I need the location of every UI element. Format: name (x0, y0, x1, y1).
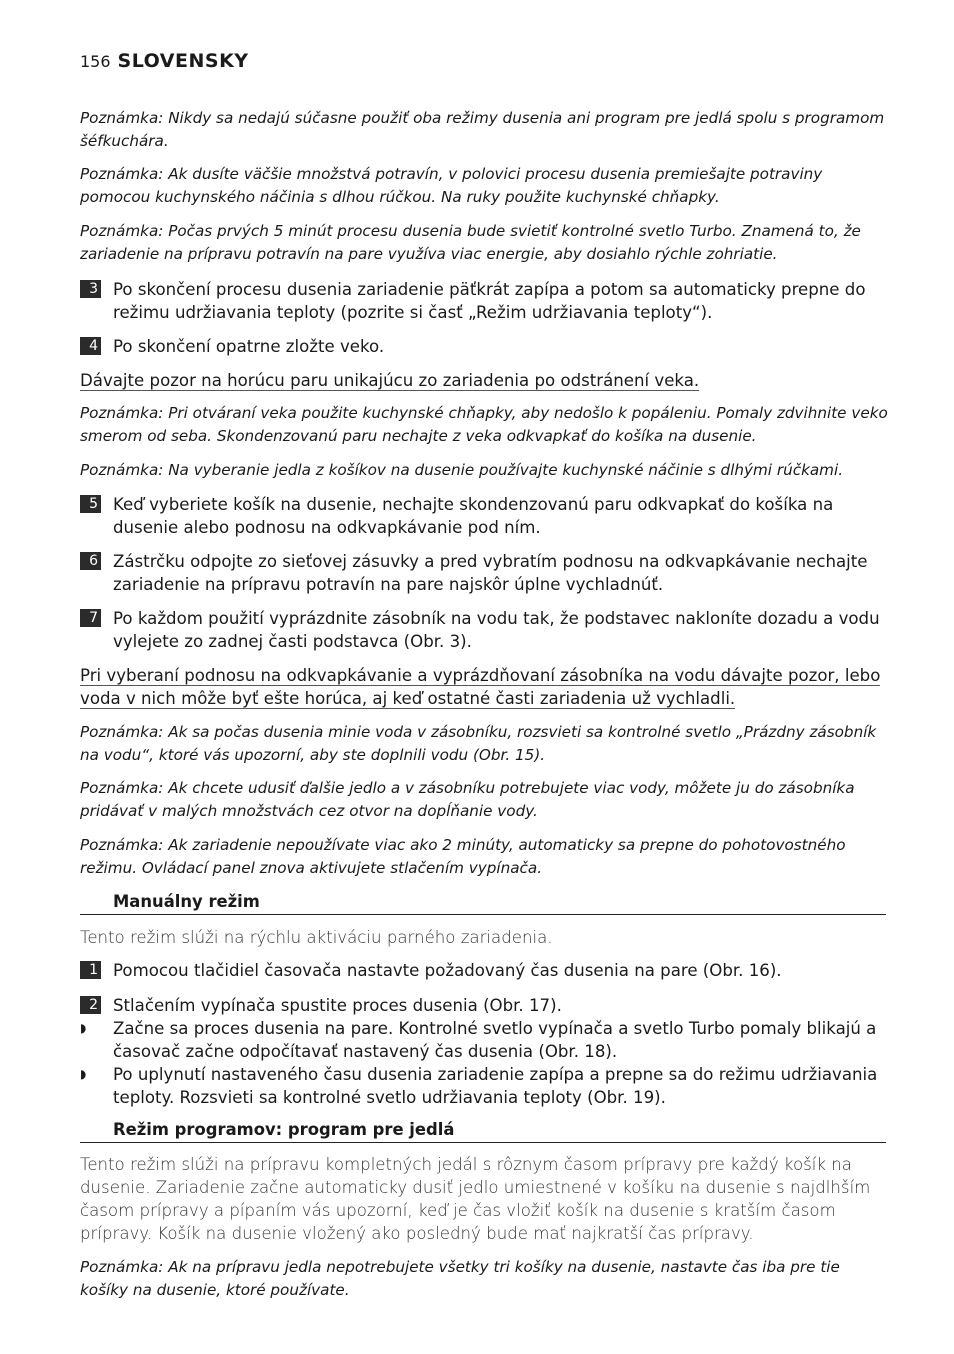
section-intro: Tento režim slúži na rýchlu aktiváciu parného zariadenia. (80, 928, 553, 947)
step-number: 4 (80, 337, 101, 355)
warning-text (80, 664, 880, 687)
page-number: 156 (80, 52, 111, 71)
note-paragraph: Poznámka: Počas prvých 5 minút procesu dusenia bude svietiť kontrolné svetlo Turbo. Znamená to, že zariadenie na prípravu potravín na pare využíva viac energie, aby dosiahlo rýchle zohriatie. (80, 222, 861, 263)
language-title: SLOVENSKY (117, 50, 249, 72)
step-number: 6 (80, 552, 101, 570)
step-text: Po skončení opatrne zložte veko. (113, 337, 385, 356)
step-text: Po skončení procesu dusenia zariadenie päťkrát zapípa a potom sa automaticky prepne do režimu udržiavania teploty (pozrite si časť „Režim udržiavania teploty“). (113, 280, 866, 322)
section-heading: Režim programov: program pre jedlá (80, 1119, 886, 1143)
note-paragraph: Poznámka: Ak chcete udusiť ďalšie jedlo a v zásobníku potrebujete viac vody, môžete ju do zásobníka pridávať v malých množstvách cez otvor na dopĺňanie vody. (80, 779, 855, 820)
step-text: Stlačením vypínača spustite proces dusenia (Obr. 17). (113, 996, 562, 1015)
section-intro: Tento režim slúži na prípravu kompletných jedál s rôznym časom prípravy pre každý košík na dusenie. Zariadenie začne automaticky dusiť jedlo umiestnené v košíku na dusenie s najdlhším časom prípravy a pípaním vás upozorní, keď je čas vložiť košík na dusenie s kratším časom prípravy. Košík na dusenie vložený ako posledný bude mať najkratší čas prípravy. (80, 1155, 871, 1243)
bullet-arrow-icon: ◗ (80, 1067, 87, 1081)
note-paragraph: Poznámka: Nikdy sa nedajú súčasne použiť oba režimy dusenia ani program pre jedlá spolu s programom šéfkuchára. (80, 109, 885, 150)
bullet-arrow-icon: ◗ (80, 1021, 87, 1035)
note-paragraph: Poznámka: Na vyberanie jedla z košíkov na dusenie používajte kuchynské náčinie s dlhými rúčkami. (80, 461, 844, 479)
bullet-text: Začne sa proces dusenia na pare. Kontrolné svetlo vypínača a svetlo Turbo pomaly blikajú a časovač začne odpočítavať nastavený čas dusenia (Obr. 18). (113, 1019, 877, 1061)
step-text: Po každom použití vyprázdnite zásobník na vodu tak, že podstavec nakloníte dozadu a vodu vylejete zo zadnej časti podstavca (Obr. 3). (113, 609, 880, 651)
note-paragraph: Poznámka: Ak na prípravu jedla nepotrebujete všetky tri košíky na dusenie, nastavte čas iba pre tie košíky na dusenie, ktoré používate. (80, 1258, 840, 1299)
note-paragraph: Poznámka: Ak zariadenie nepoužívate viac ako 2 minúty, automaticky sa prepne do pohotovostného režimu. Ovládací panel znova aktivujete stlačením vypínača. (80, 836, 846, 877)
warning-text (80, 369, 699, 392)
warning-line: Dávajte pozor na horúcu paru unikajúcu zo zariadenia po odstránení veka. (80, 371, 700, 390)
section-heading: Manuálny režim (80, 891, 886, 915)
step-text: Keď vyberiete košík na dusenie, nechajte skondenzovanú paru odkvapkať do košíka na dusenie alebo podnosu na odkvapkávanie pod ním. (113, 495, 834, 537)
note-paragraph: Poznámka: Ak dusíte väčšie množstvá potravín, v polovici procesu dusenia premiešajte potraviny pomocou kuchynského náčinia s dlhou rúčkou. Na ruky použite kuchynské chňapky. (80, 165, 823, 206)
note-paragraph: Poznámka: Ak sa počas dusenia minie voda v zásobníku, rozsvieti sa kontrolné svetlo „Prázdny zásobník na vodu“, ktoré vás upozorní, aby ste doplnili vodu (Obr. 15). (80, 723, 877, 764)
step-number: 7 (80, 609, 101, 627)
page-header (80, 50, 249, 73)
step-text: Zástrčku odpojte zo sieťovej zásuvky a pred vybratím podnosu na odkvapkávanie nechajte zariadenie na prípravu potravín na pare najskôr úplne vychladnúť. (113, 552, 868, 594)
warning-text (80, 687, 735, 710)
step-text: Pomocou tlačidiel časovača nastavte požadovaný čas dusenia na pare (Obr. 16). (113, 961, 782, 980)
warning-line: voda v nich môže byť ešte horúca, aj keď ostatné časti zariadenia už vychladli. (80, 689, 736, 708)
warning-line: Pri vyberaní podnosu na odkvapkávanie a vyprázdňovaní zásobníka na vodu dávajte pozor, lebo (80, 666, 881, 685)
step-number: 5 (80, 495, 101, 513)
step-number: 2 (80, 996, 101, 1014)
step-number: 1 (80, 961, 101, 979)
step-number: 3 (80, 280, 101, 298)
bullet-text: Po uplynutí nastaveného času dusenia zariadenie zapípa a prepne sa do režimu udržiavania teploty. Rozsvieti sa kontrolné svetlo udržiavania teploty (Obr. 19). (113, 1065, 878, 1107)
note-paragraph: Poznámka: Pri otváraní veka použite kuchynské chňapky, aby nedošlo k popáleniu. Pomaly zdvihnite veko smerom od seba. Skondenzovanú paru nechajte z veka odkvapkať do košíka na dusenie. (80, 404, 888, 445)
